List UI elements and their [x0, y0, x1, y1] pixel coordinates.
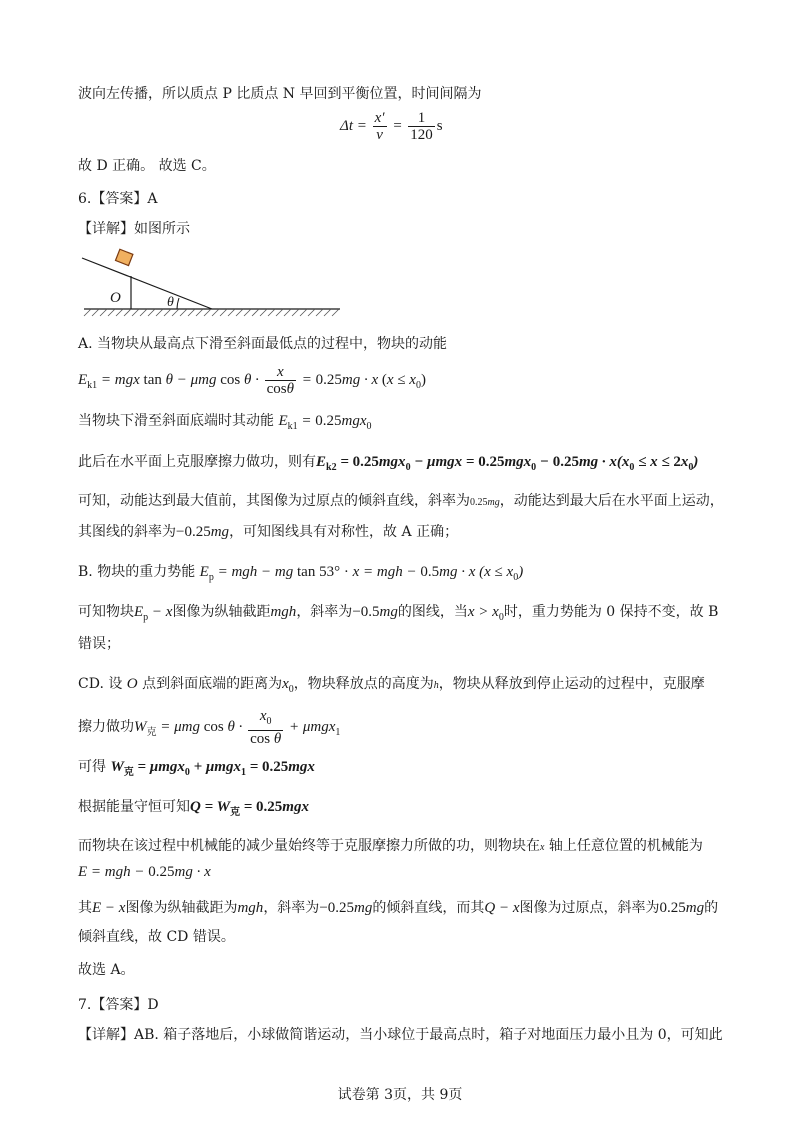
option-cd-get: 可得 $W_克 = \mu mgx_0 + \mu mgx_1 = 0.25mgx$ [78, 759, 315, 778]
choose-a: 故选 A。 [78, 962, 135, 978]
q7-answer: 7.【答案】D [78, 997, 159, 1013]
option-a-intro: A. 当物块从最高点下滑至斜面最低点的过程中，物块的动能 [78, 336, 448, 352]
option-a-after: 此后在水平面上克服摩擦力做功，则有$E_{k2} = 0.25mgx_0 - \mu mgx = 0.25mgx_0 - 0.25mg \cdot x(x_0 \le x \le 2x_0)$ [78, 454, 699, 473]
option-cd-graph-2: 倾斜直线，故 CD 错误。 [78, 929, 235, 945]
incline-figure [78, 246, 348, 326]
option-b-wrong: 错误； [78, 636, 120, 652]
equation-mech-energy: E = mgh − 0.25mg · x [78, 864, 211, 880]
equation-delta-t: Δt = $\frac{x'}{v}$ = $\frac{1}{120}$ s [340, 110, 443, 143]
fig-label-theta: θ [167, 295, 174, 310]
option-a-know-2: 其图线的斜率为−0.25mg，可知图线具有对称性，故 A 正确； [78, 524, 459, 540]
option-cd-mech: 而物块在该过程中机械能的减少量始终等于克服摩擦力所做的功，则物块在x 轴上任意位置的机械能为 [78, 838, 703, 854]
option-b-know: 可知物块$E_p - x$图像为纵轴截距mgh，斜率为−0.5mg的图线，当$x > x_0$时，重力势能为 0 保持不变，故 B [78, 604, 719, 623]
option-a-bottom: 当物块下滑至斜面底端时其动能 $E_{k1} = 0.25mgx_0$ [78, 413, 372, 432]
option-cd-work: 擦力做功$W_克 = \mu mg$ cos θ · $\frac{x_0}{\text{cos θ}}$ + μmgx$_1$ [78, 708, 341, 747]
block [115, 249, 132, 265]
option-cd-graph: 其E − x图像为纵轴截距为mgh，斜率为−0.25mg的倾斜直线，而其Q − x图像为过原点，斜率为0.25mg的 [78, 900, 719, 916]
page-footer: 试卷第 3页，共 9页 [337, 1087, 463, 1103]
option-cd-energy: 根据能量守恒可知$Q = W_克 = 0.25mgx$ [78, 799, 309, 818]
q6-answer: 6.【答案】A [78, 191, 158, 207]
fig-label-o: O [110, 290, 121, 306]
option-a-know: 可知，动能达到最大值前，其图像为过原点的倾斜直线，斜率为0.25mg，动能达到最大后在水平面上运动， [78, 493, 724, 509]
option-cd-intro: CD. 设 O 点到斜面底端的距离为$x_0$，物块释放点的高度为h，物块从释放到停止运动的过程中，克服摩 [78, 676, 705, 695]
equation-ek1: $E_{k1}$ = mgx tan θ − μmg cos θ · $\frac{x}{\cos\theta}$ = 0.25mg · x $(x \le x_0)$ [78, 364, 426, 397]
text-line-2: 故 D 正确。 故选 C。 [78, 158, 216, 174]
q7-detail: 【详解】AB. 箱子落地后，小球做简谐运动，当小球位于最高点时，箱子对地面压力最小且为 0，可知此 [78, 1027, 723, 1043]
text-line-1: 波向左传播，所以质点 P 比质点 N 早回到平衡位置，时间间隔为 [78, 86, 482, 102]
q6-detail: 【详解】如图所示 [78, 221, 190, 237]
option-b-intro: B. 物块的重力势能 $E_p$ = mgh − mg tan 53° · x = mgh − 0.5mg · x $(x \le x_0)$ [78, 564, 524, 583]
